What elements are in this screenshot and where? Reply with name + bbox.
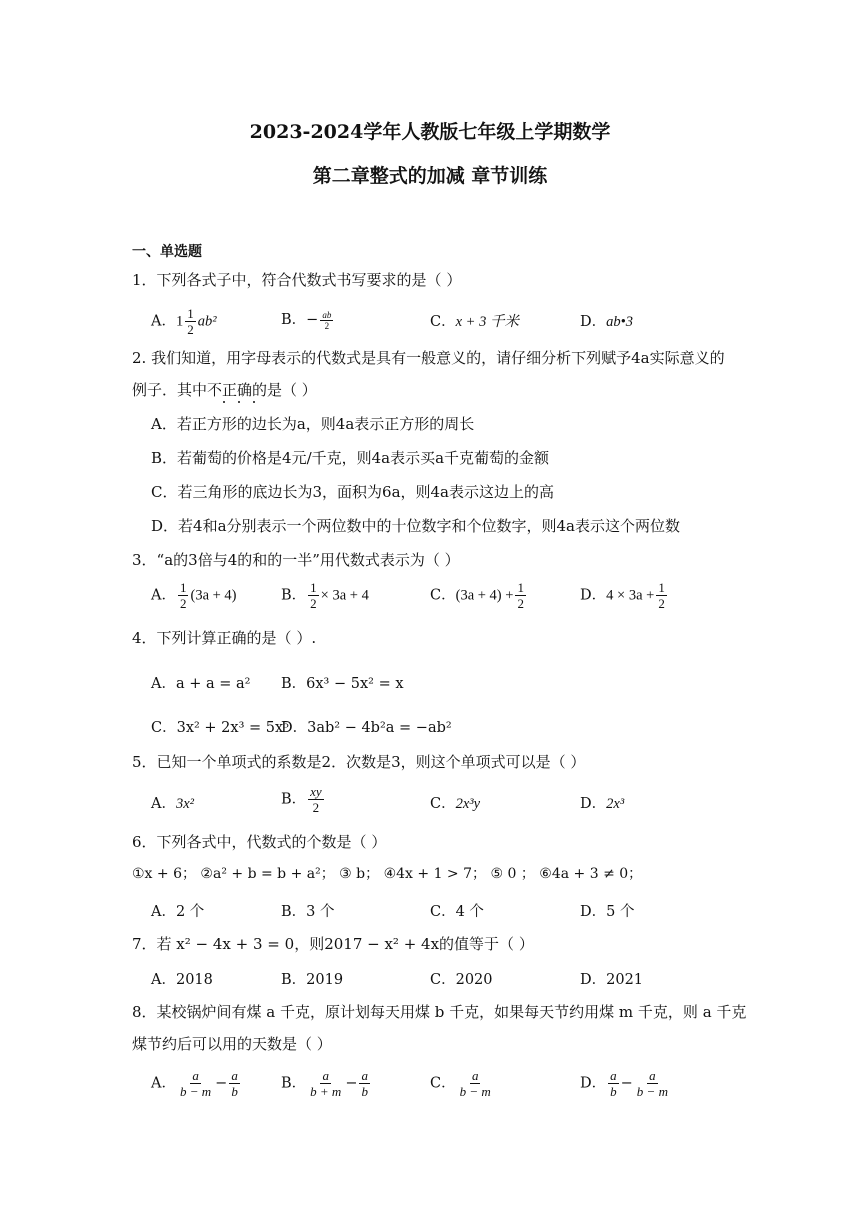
q2-option-c: C．若三角形的底边长为3，面积为6a，则4a表示这边上的高 bbox=[151, 483, 554, 501]
question-2-stem-line1: 2. 我们知道，用字母表示的代数式是具有一般意义的，请仔细分析下列赋予4a实际意义的 bbox=[132, 349, 725, 367]
q1-option-a: A．1 $\frac{1}{2}$ ab² bbox=[151, 306, 217, 337]
question-5-stem: 5．已知一个单项式的系数是2．次数是3，则这个单项式可以是（ ） bbox=[132, 753, 586, 771]
question-6-stem: 6．下列各式中，代数式的个数是（ ） bbox=[132, 833, 387, 851]
emphasis-dot bbox=[238, 401, 240, 403]
question-1-stem: 1．下列各式子中，符合代数式书写要求的是（ ） bbox=[132, 271, 462, 289]
q4-option-b: B．6x³ − 5x² = x bbox=[281, 676, 404, 692]
q3-option-d: D．4 × 3a + $\frac{1}{2}$ bbox=[580, 580, 665, 611]
emphasis-dot bbox=[253, 401, 255, 403]
question-3-stem: 3．“a的3倍与4的和的一半”用代数式表示为（ ） bbox=[132, 551, 460, 569]
q3-option-b: B． $\frac{1}{2}$ × 3a + 4 bbox=[281, 580, 369, 611]
q6-expression-list: ①x + 6； ②a² + b = b + a²； ③ b； ④4x + 1 > 7； ⑤ 0 ； ⑥4a + 3 ≠ 0； bbox=[132, 866, 643, 882]
q3-option-c: C．(3a + 4) + $\frac{1}{2}$ bbox=[430, 580, 524, 611]
q6-option-b: B．3 个 bbox=[281, 904, 335, 920]
q4-option-d: D．3ab² − 4b²a = −ab² bbox=[281, 720, 452, 736]
question-7-stem: 7．若 x² − 4x + 3 = 0，则2017 − x² + 4x的值等于（ ） bbox=[132, 935, 534, 953]
q6-option-c: C．4 个 bbox=[430, 904, 484, 920]
q7-option-d: D．2021 bbox=[580, 972, 644, 988]
document-subtitle: 第二章整式的加减 章节训练 bbox=[312, 165, 548, 187]
q4-option-a: A．a + a = a² bbox=[151, 676, 251, 692]
q8-option-a: A． $\frac{a}{b - m}$ − $\frac{a}{b}$ bbox=[151, 1068, 238, 1099]
question-2-stem-line2: 例子．其中不正确的是（ ） bbox=[132, 381, 317, 399]
question-8-stem-line2: 煤节约后可以用的天数是（ ） bbox=[132, 1035, 332, 1053]
q5-option-d: D．2x³ bbox=[580, 796, 625, 812]
question-4-stem: 4．下列计算正确的是（ ）. bbox=[132, 629, 317, 647]
q5-option-c: C．2x³y bbox=[430, 796, 481, 812]
question-8-stem-line1: 8．某校锅炉间有煤 a 千克，原计划每天用煤 b 千克，如果每天节约用煤 m 千克，则 a 千克 bbox=[132, 1003, 747, 1021]
q8-option-c: C． $\frac{a}{b - m}$ bbox=[430, 1068, 491, 1099]
q3-option-a: A． $\frac{1}{2}$ (3a + 4) bbox=[151, 580, 237, 611]
q2-option-a: A．若正方形的边长为a，则4a表示正方形的周长 bbox=[151, 415, 475, 433]
q6-option-a: A．2 个 bbox=[151, 904, 205, 920]
q1-option-c: C．x + 3 千米 bbox=[430, 314, 519, 330]
section-heading: 一、单选题 bbox=[132, 244, 202, 260]
emphasis-dot bbox=[223, 401, 225, 403]
q5-option-b: B． $\frac{xy}{2}$ bbox=[281, 784, 322, 815]
q2-option-b: B．若葡萄的价格是4元/千克，则4a表示买a千克葡萄的金额 bbox=[151, 449, 550, 467]
q7-option-c: C．2020 bbox=[430, 972, 493, 988]
q8-option-b: B． $\frac{a}{b + m}$ − $\frac{a}{b}$ bbox=[281, 1068, 368, 1099]
q4-option-c: C．3x² + 2x³ = 5x⁵ bbox=[151, 720, 289, 736]
q1-option-d: D．ab•3 bbox=[580, 314, 633, 330]
q1-option-b: B．− $\frac{ab}{2}$ bbox=[281, 309, 332, 331]
document-title: 2023-2024学年人教版七年级上学期数学 bbox=[249, 121, 611, 143]
q7-option-a: A．2018 bbox=[151, 972, 213, 988]
q5-option-a: A．3x² bbox=[151, 796, 195, 812]
q6-option-d: D．5 个 bbox=[580, 904, 635, 920]
q7-option-b: B．2019 bbox=[281, 972, 344, 988]
q8-option-d: D． $\frac{a}{b}$ − $\frac{a}{b - m}$ bbox=[580, 1068, 668, 1099]
q2-option-d: D．若4和a分别表示一个两位数中的十位数字和个位数字，则4a表示这个两位数 bbox=[151, 517, 681, 535]
